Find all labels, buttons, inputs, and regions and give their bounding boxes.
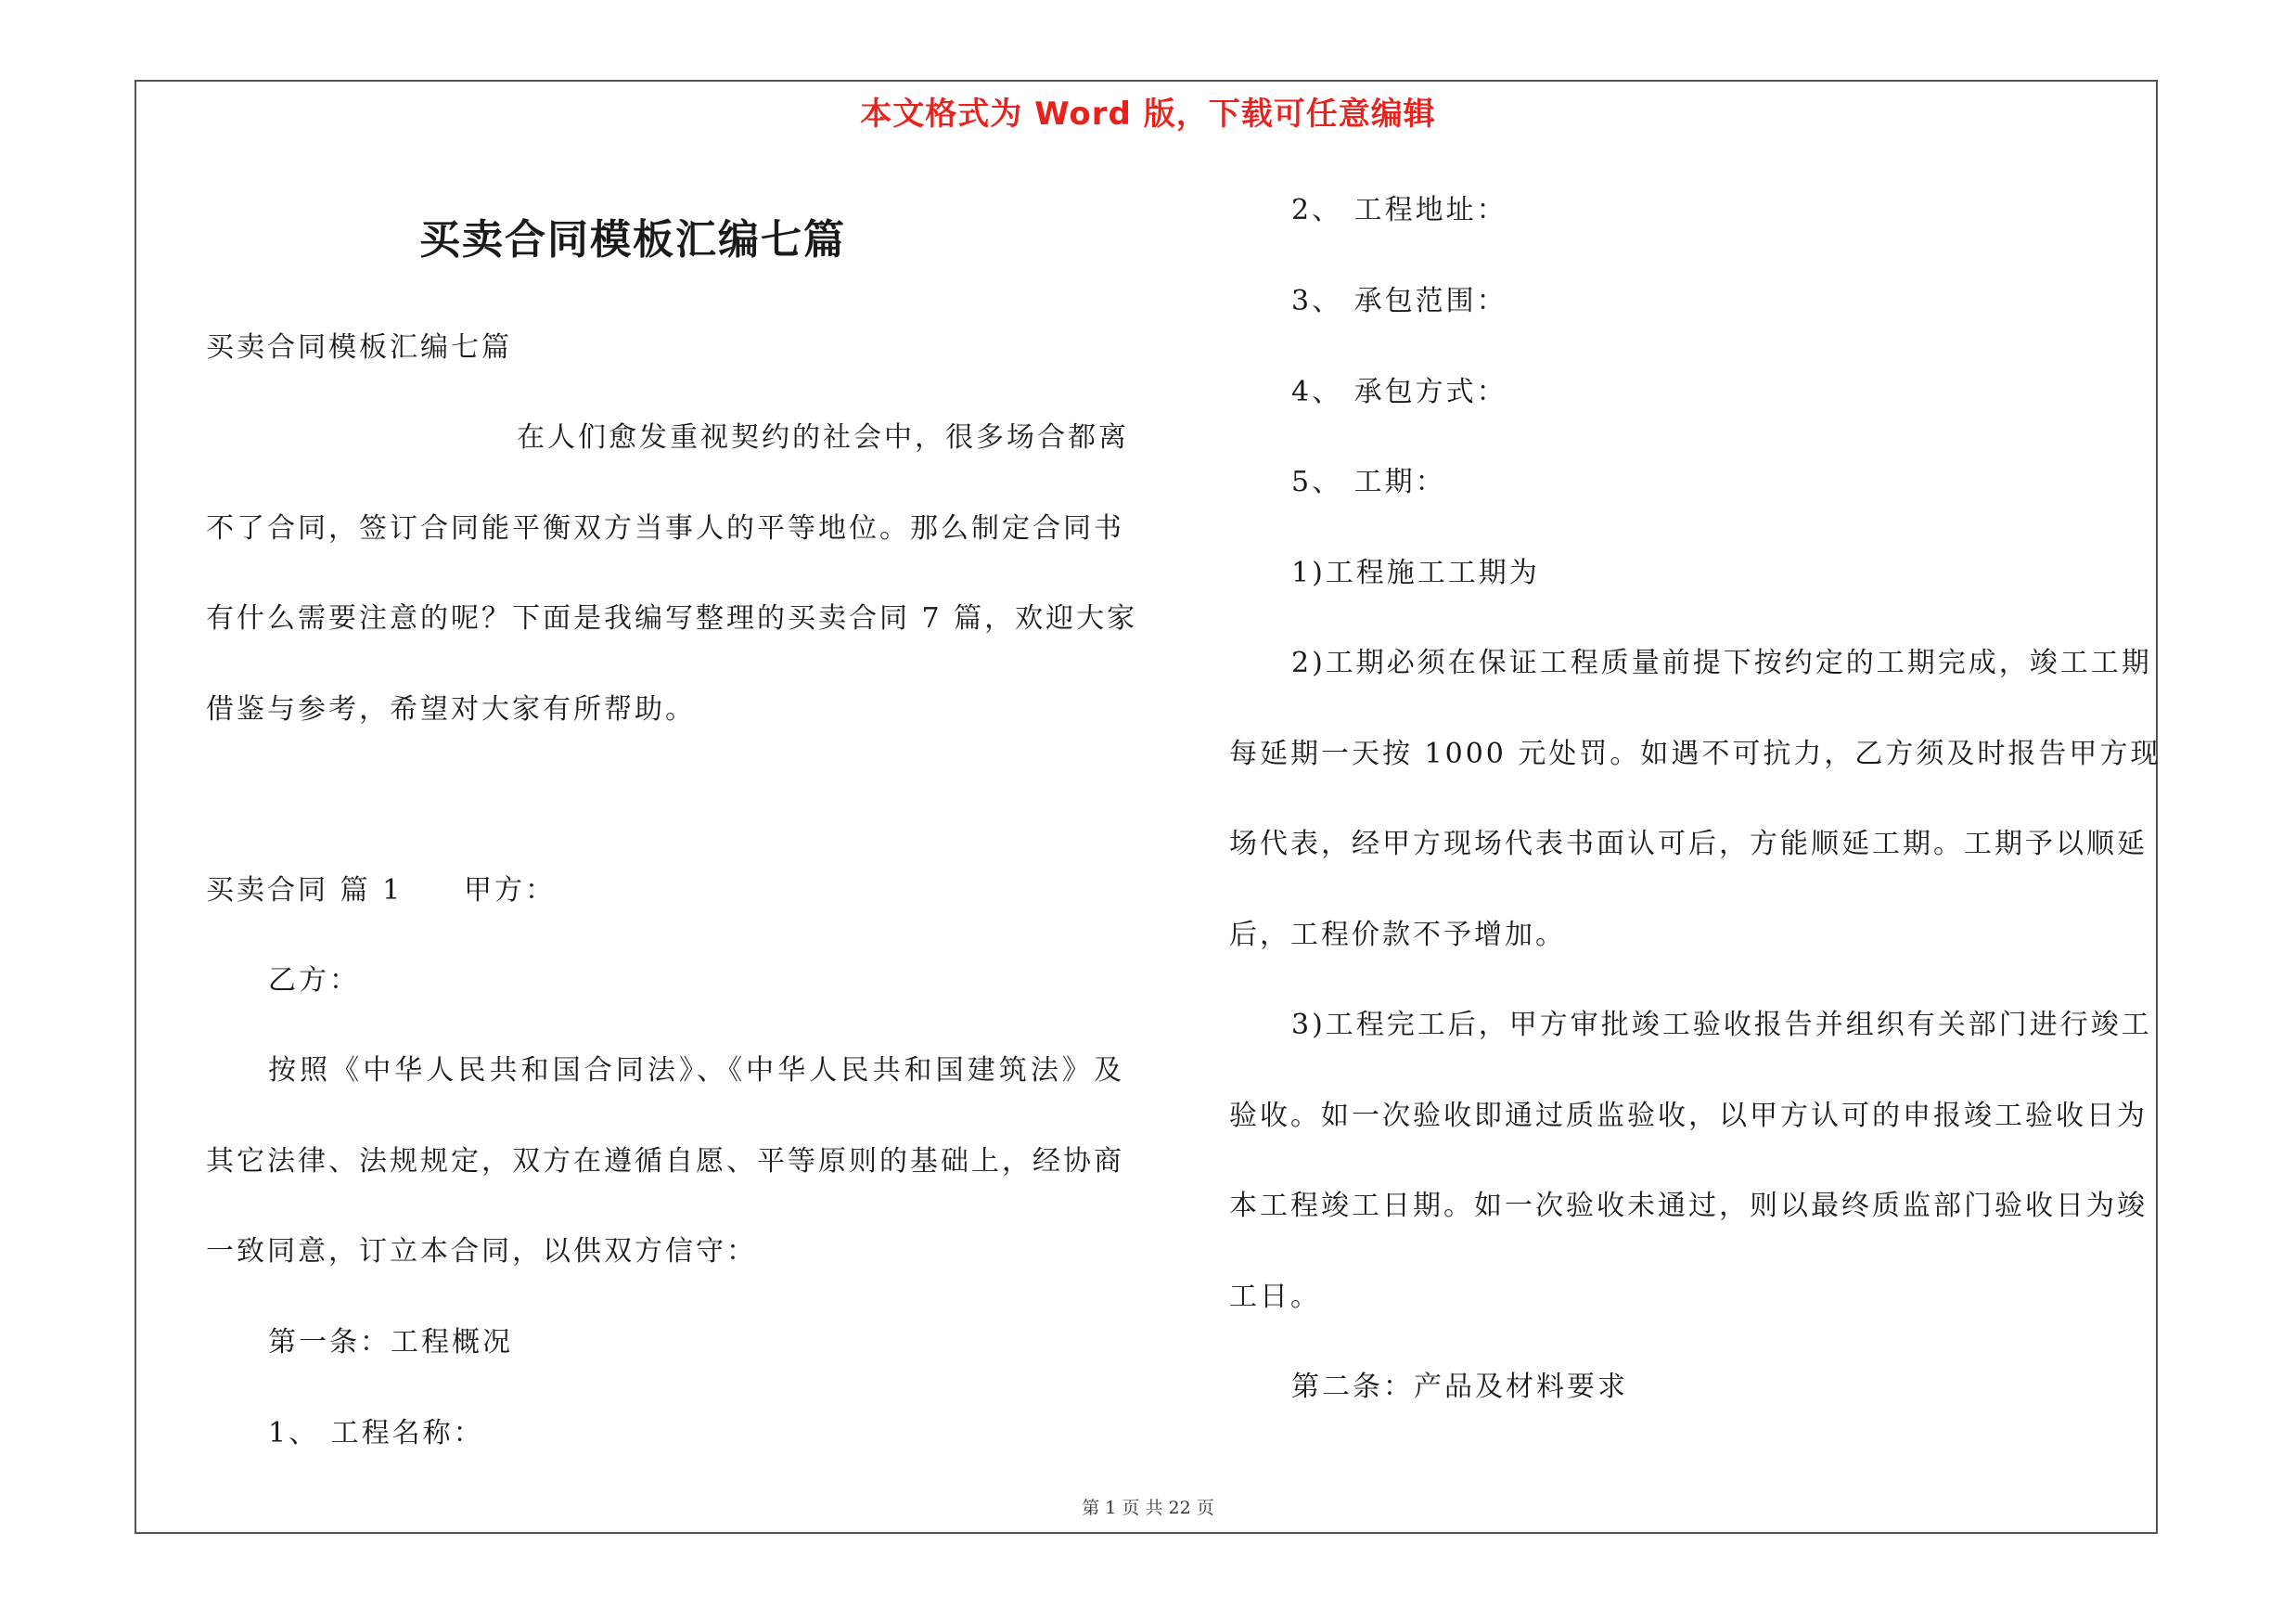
item-4: 4、 承包方式：: [1291, 376, 1507, 408]
sub-item-3-line-1: 3)工程完工后，甲方审批竣工验收报告并组织有关部门进行竣工: [1291, 1009, 2152, 1041]
sub-item-3-line-2: 验收。如一次验收即通过质监验收，以甲方认可的申报竣工验收日为: [1229, 1100, 2148, 1132]
sub-item-3-line-4: 工日。: [1229, 1281, 1321, 1313]
page-frame: [135, 80, 2161, 1534]
sub-item-2-line-1: 2)工期必须在保证工程质量前提下按约定的工期完成，竣工工期: [1291, 647, 2152, 679]
item-3: 3、 承包范围：: [1291, 285, 1507, 317]
document-title: 买卖合同模板汇编七篇: [419, 216, 846, 264]
item-2: 2、 工程地址：: [1291, 194, 1507, 226]
intro-line-4: 借鉴与参考，希望对大家有所帮助。: [206, 693, 696, 726]
section-heading: 买卖合同 篇 1: [206, 874, 404, 907]
basis-line-3: 一致同意，订立本合同，以供双方信守：: [206, 1235, 757, 1268]
sub-item-2-line-4: 后，工程价款不予增加。: [1229, 919, 1566, 951]
intro-line-3: 有什么需要注意的呢？下面是我编写整理的买卖合同 7 篇，欢迎大家: [206, 602, 1138, 635]
item-1: 1、 工程名称：: [268, 1417, 484, 1449]
sub-item-2-line-2: 每延期一天按 1000 元处罚。如遇不可抗力，乙方须及时报告甲方现: [1229, 738, 2161, 770]
basis-line-2: 其它法律、法规规定，双方在遵循自愿、平等原则的基础上，经协商: [206, 1145, 1124, 1178]
intro-line-1: 在人们愈发重视契约的社会中，很多场合都离: [517, 421, 1129, 454]
article-2-heading: 第二条：产品及材料要求: [1291, 1371, 1628, 1403]
party-b-label: 乙方：: [268, 964, 360, 997]
intro-line-2: 不了合同，签订合同能平衡双方当事人的平等地位。那么制定合同书: [206, 512, 1124, 545]
party-a-label: 甲方：: [464, 874, 556, 907]
sub-item-3-line-3: 本工程竣工日期。如一次验收未通过，则以最终质监部门验收日为竣: [1229, 1190, 2148, 1222]
basis-line-1: 按照《中华人民共和国合同法》、《中华人民共和国建筑法》及: [268, 1054, 1124, 1087]
sub-item-2-line-3: 场代表，经甲方现场代表书面认可后，方能顺延工期。工期予以顺延: [1229, 828, 2148, 860]
page-number-footer: 第 1 页 共 22 页: [1082, 1498, 1214, 1518]
sub-item-1: 1)工程施工工期为: [1291, 557, 1540, 589]
article-1-heading: 第一条：工程概况: [268, 1326, 513, 1359]
item-5: 5、 工期：: [1291, 466, 1446, 498]
word-format-banner: 本文格式为 Word 版，下载可任意编辑: [860, 96, 1436, 133]
subtitle: 买卖合同模板汇编七篇: [206, 331, 512, 364]
